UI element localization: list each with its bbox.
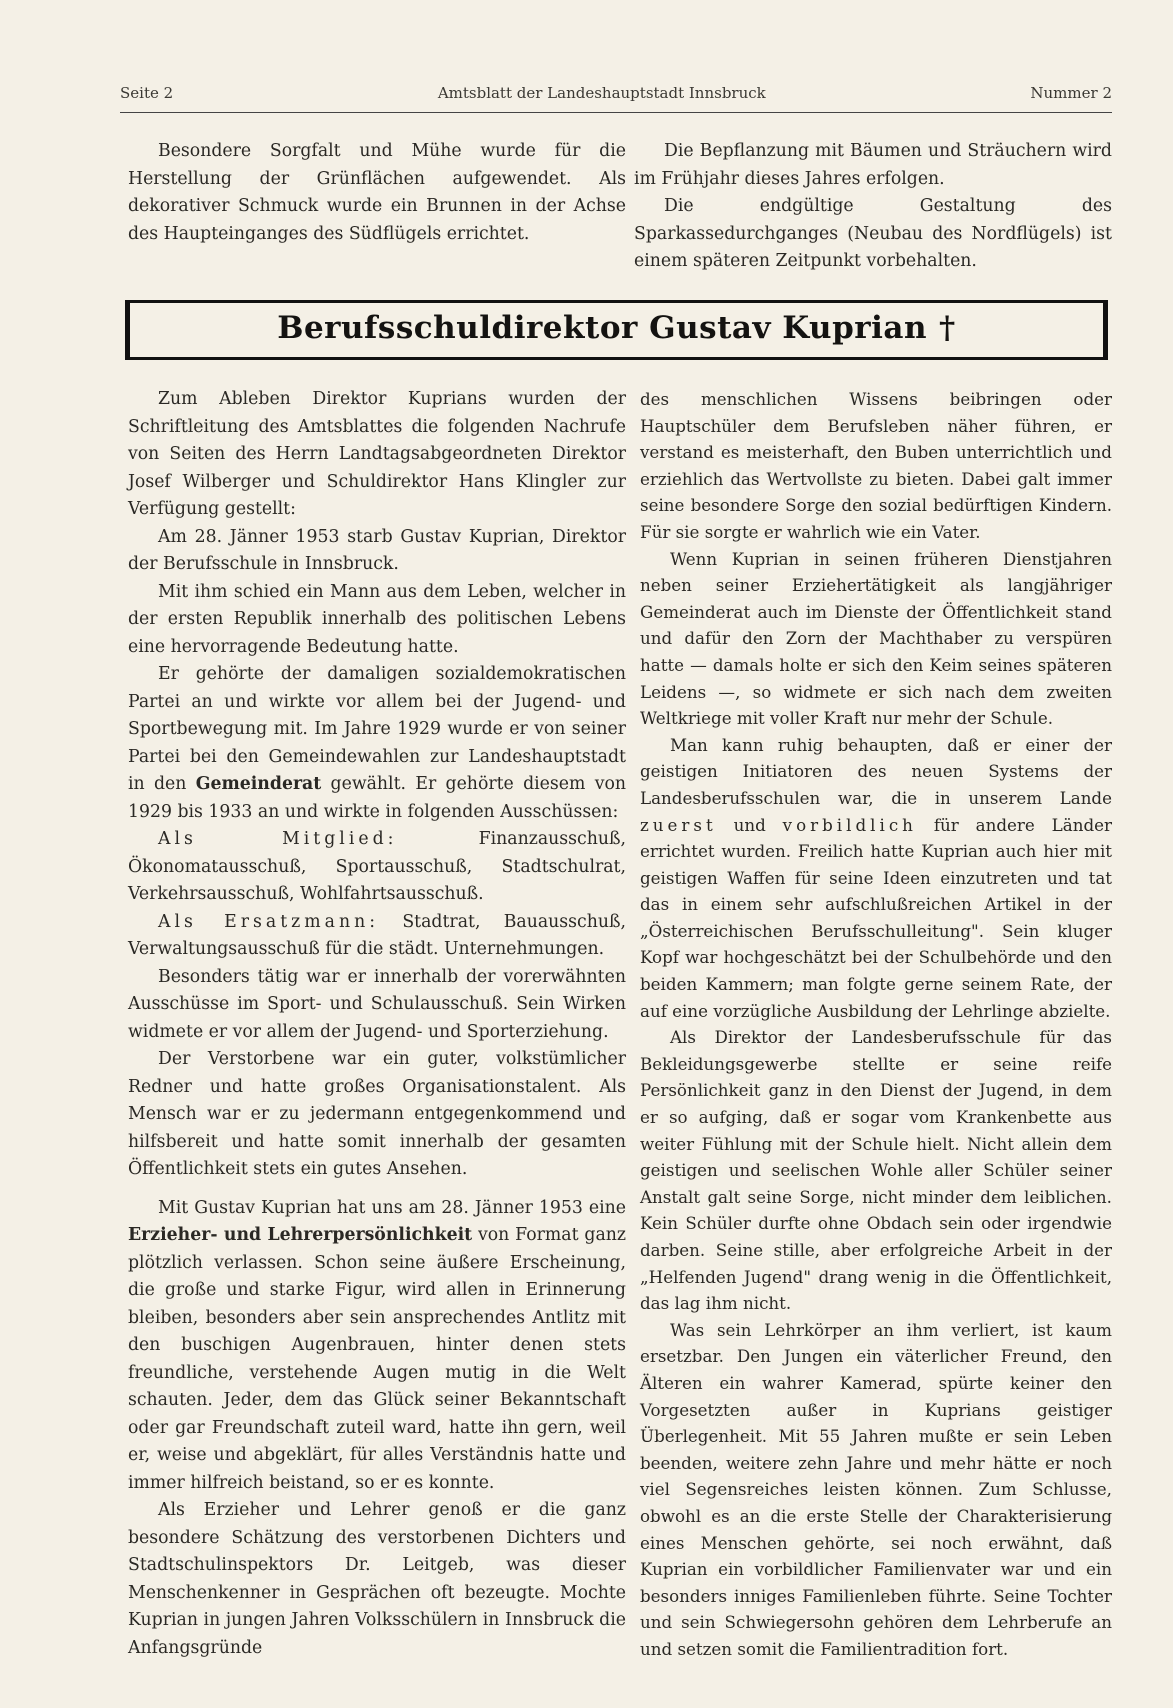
emphasis-text: Als Mitglied: xyxy=(158,829,398,849)
cross-icon: † xyxy=(939,310,956,346)
paragraph: Zum Ableben Direktor Kuprians wurden der Schriftleitung des Amtsblattes die folgenden Nachrufe von Seiten des Herrn Landtagsabgeordneten Direktor Josef Wilberger und Schuldirektor Hans Klingler zur Verfügung gestellt: xyxy=(128,389,626,519)
header-rule xyxy=(120,112,1112,113)
text-run: Stadtrat, Bauausschuß, Verwaltungsausschuß für die städt. Unternehmungen. xyxy=(128,911,626,959)
paragraph xyxy=(128,826,626,909)
paragraph: Als Direktor der Landesberufsschule für das Bekleidungsgewerbe stellte er seine reife Persönlichkeit ganz in den Dienst der Jugend, in dem er so aufging, daß er sogar vom Krankenbette aus weiter Fühlung mit der Schule hielt. Nicht allein dem geistigen und seelischen Wohle aller Schüler seiner Anstalt galt seine Sorge, nicht minder dem leiblichen. Kein Schüler durfte ohne Obdach sein oder irgendwie darben. Seine stille, aber erfolgreiche Arbeit in der „Helfenden Jugend" drang wenig in die Öffentlichkeit, das lag ihm nicht. xyxy=(640,1027,1112,1314)
article-right-column xyxy=(640,386,1112,1663)
text-run: Er gehörte der damaligen sozialdemokratischen Partei an und wirkte vor allem bei der Jugend- und Sportbewegung mit. Im Jahre 1929 wurde er von seiner Partei bei den Gemeindewahlen zur Landeshauptstadt in den xyxy=(128,664,626,794)
article-left-column xyxy=(128,386,626,1662)
paragraph: Die endgültige Gestaltung des Sparkassedurchganges (Neubau des Nordflügels) ist einem späteren Zeitpunkt vorbehalten. xyxy=(634,196,1112,271)
paragraph xyxy=(128,661,626,826)
text-run: für andere Länder errichtet wurden. Freilich hatte Kuprian auch hier mit geistigen Waffen für seine Ideen einzutreten und tat das in einem sehr aufschlußreichen Artikel in der „Österreichischen Berufsschulleitung". Sein kluger Kopf war hochgeschätzt bei der Schulbehörde und den beiden Kammern; man folgte gerne seinem Rate, der auf eine vorzügliche Ausbildung der Lehrlinge abzielte. xyxy=(640,814,1112,1021)
paragraph: Besonders tätig war er innerhalb der vorerwähnten Ausschüsse im Sport- und Schulausschuß. Sein Wirken widmete er vor allem der Jugend- und Sporterziehung. xyxy=(128,966,626,1042)
text-run: gewählt. Er gehörte diesem von 1929 bis 1933 an und wirkte in folgenden Ausschüssen: xyxy=(128,774,626,822)
text-run: von Format ganz plötzlich verlassen. Schon seine äußere Erscheinung, die große und starke Figur, wird allen in Erinnerung bleiben, besonders aber sein ansprechendes Antlitz mit den buschigen Augenbrauen, hinter denen stets freundliche, verstehende Augen mutig in die Welt schauten. Jeder, dem das Glück seiner Bekanntschaft oder gar Freundschaft zuteil ward, hatte ihn gern, weil er, weise und abgeklärt, für alles Verständnis hatte und immer hilfreich beistand, so er es konnte. xyxy=(128,1225,626,1493)
text-run: Mit Gustav Kuprian hat uns am 28. Jänner 1953 eine xyxy=(158,1197,626,1218)
text-run: Man kann ruhig behaupten, daß er einer der geistigen Initiatoren des neuen Systems der Landesberufsschulen war, die in unserem Lande xyxy=(640,734,1112,808)
paragraph: Die Bepflanzung mit Bäumen und Sträuchern wird im Frühjahr dieses Jahres erfolgen. xyxy=(634,141,1112,189)
text-run: und xyxy=(716,814,783,835)
paragraph: Wenn Kuprian in seinen früheren Dienstjahren neben seiner Erziehertätigkeit als langjähriger Gemeinderat auch im Dienste der Öffentlichkeit stand und dafür den Zorn der Machthaber zu verspüren hatte — damals holte er sich den Keim seines späteren Leidens —, so widmete er sich nach dem zweiten Weltkriege mit voller Kraft nur mehr der Schule. xyxy=(640,548,1112,729)
emphasis-text: Gemeinderat xyxy=(195,774,322,794)
headline-text: Berufsschuldirektor Gustav Kuprian xyxy=(277,310,928,346)
headline-frame xyxy=(125,300,1108,360)
issue-number-label: Nummer 2 xyxy=(1030,84,1112,102)
paragraph: Der Verstorbene war ein guter, volkstümlicher Redner und hatte großes Organisationstalent. Als Mensch war er zu jedermann entgegenkommend und hilfsbereit und hatte somit innerhalb der gesamten Öffentlichkeit stets ein gutes Ansehen. xyxy=(128,1049,626,1179)
paragraph: Besondere Sorgfalt und Mühe wurde für die Herstellung der Grünflächen aufgewendet. Als dekorativer Schmuck wurde ein Brunnen in der Achse des Haupteinganges des Südflügels errichtet. xyxy=(128,141,626,244)
paragraph xyxy=(128,1195,626,1498)
publication-title: Amtsblatt der Landeshauptstadt Innsbruck xyxy=(437,84,766,102)
paragraph: Was sein Lehrkörper an ihm verliert, ist kaum ersetzbar. Den Jungen ein väterlicher Freund, den Älteren ein wahrer Kamerad, spürte keiner den Vorgesetzten außer in Kuprians geistiger Überlegenheit. Mit 55 Jahren mußte er sein Leben beenden, weitere zehn Jahre und mehr hätte er noch viel Segensreiches leisten können. Zum Schlusse, obwohl es an die erste Stelle der Charakterisierung eines Menschen gehörte, sei noch erwähnt, daß Kuprian ein vorbildlicher Familienvater war und ein besonders inniges Familienleben führte. Seine Tochter und sein Schwiegersohn gehören dem Lehrberufe an und setzen somit die Familientradition fort. xyxy=(640,1319,1112,1659)
emphasis-text: vorbildlich xyxy=(782,814,917,835)
page-number-label: Seite 2 xyxy=(120,84,174,102)
emphasis-text: Erzieher- und Lehrerpersönlichkeit xyxy=(128,1225,473,1245)
top-right-column xyxy=(634,138,1112,276)
paragraph: Mit ihm schied ein Mann aus dem Leben, welcher in der ersten Republik innerhalb des politischen Lebens eine hervorragende Bedeutung hatte. xyxy=(128,581,626,657)
top-left-column xyxy=(128,138,626,248)
emphasis-text: zuerst xyxy=(640,814,717,835)
paragraph xyxy=(128,909,626,964)
paragraph: Am 28. Jänner 1953 starb Gustav Kuprian, Direktor der Berufsschule in Innsbruck. xyxy=(128,526,626,574)
paragraph xyxy=(640,732,1112,1025)
article-headline xyxy=(130,310,1103,346)
text-run: Finanzausschuß, Ökonomatausschuß, Sportausschuß, Stadtschulrat, Verkehrsausschuß, Wohlfahrtsausschuß. xyxy=(128,829,626,904)
paragraph: Als Erzieher und Lehrer genoß er die ganz besondere Schätzung des verstorbenen Dichters und Stadtschulinspektors Dr. Leitgeb, was dieser Menschenkenner in Gesprächen oft bezeugte. Mochte Kuprian in jungen Jahren Volksschülern in Innsbruck die Anfangsgründe xyxy=(128,1500,626,1658)
running-header xyxy=(120,84,1112,102)
emphasis-text: Als Ersatzmann: xyxy=(158,911,380,932)
paragraph: des menschlichen Wissens beibringen oder Hauptschüler dem Berufsleben näher führen, er verstand es meisterhaft, den Buben unterrichtlich und erziehlich das Wertvollste zu bieten. Dabei galt immer seine besondere Sorge den sozial bedürftigen Kindern. Für sie sorgte er wahrlich wie ein Vater. xyxy=(640,389,1112,542)
